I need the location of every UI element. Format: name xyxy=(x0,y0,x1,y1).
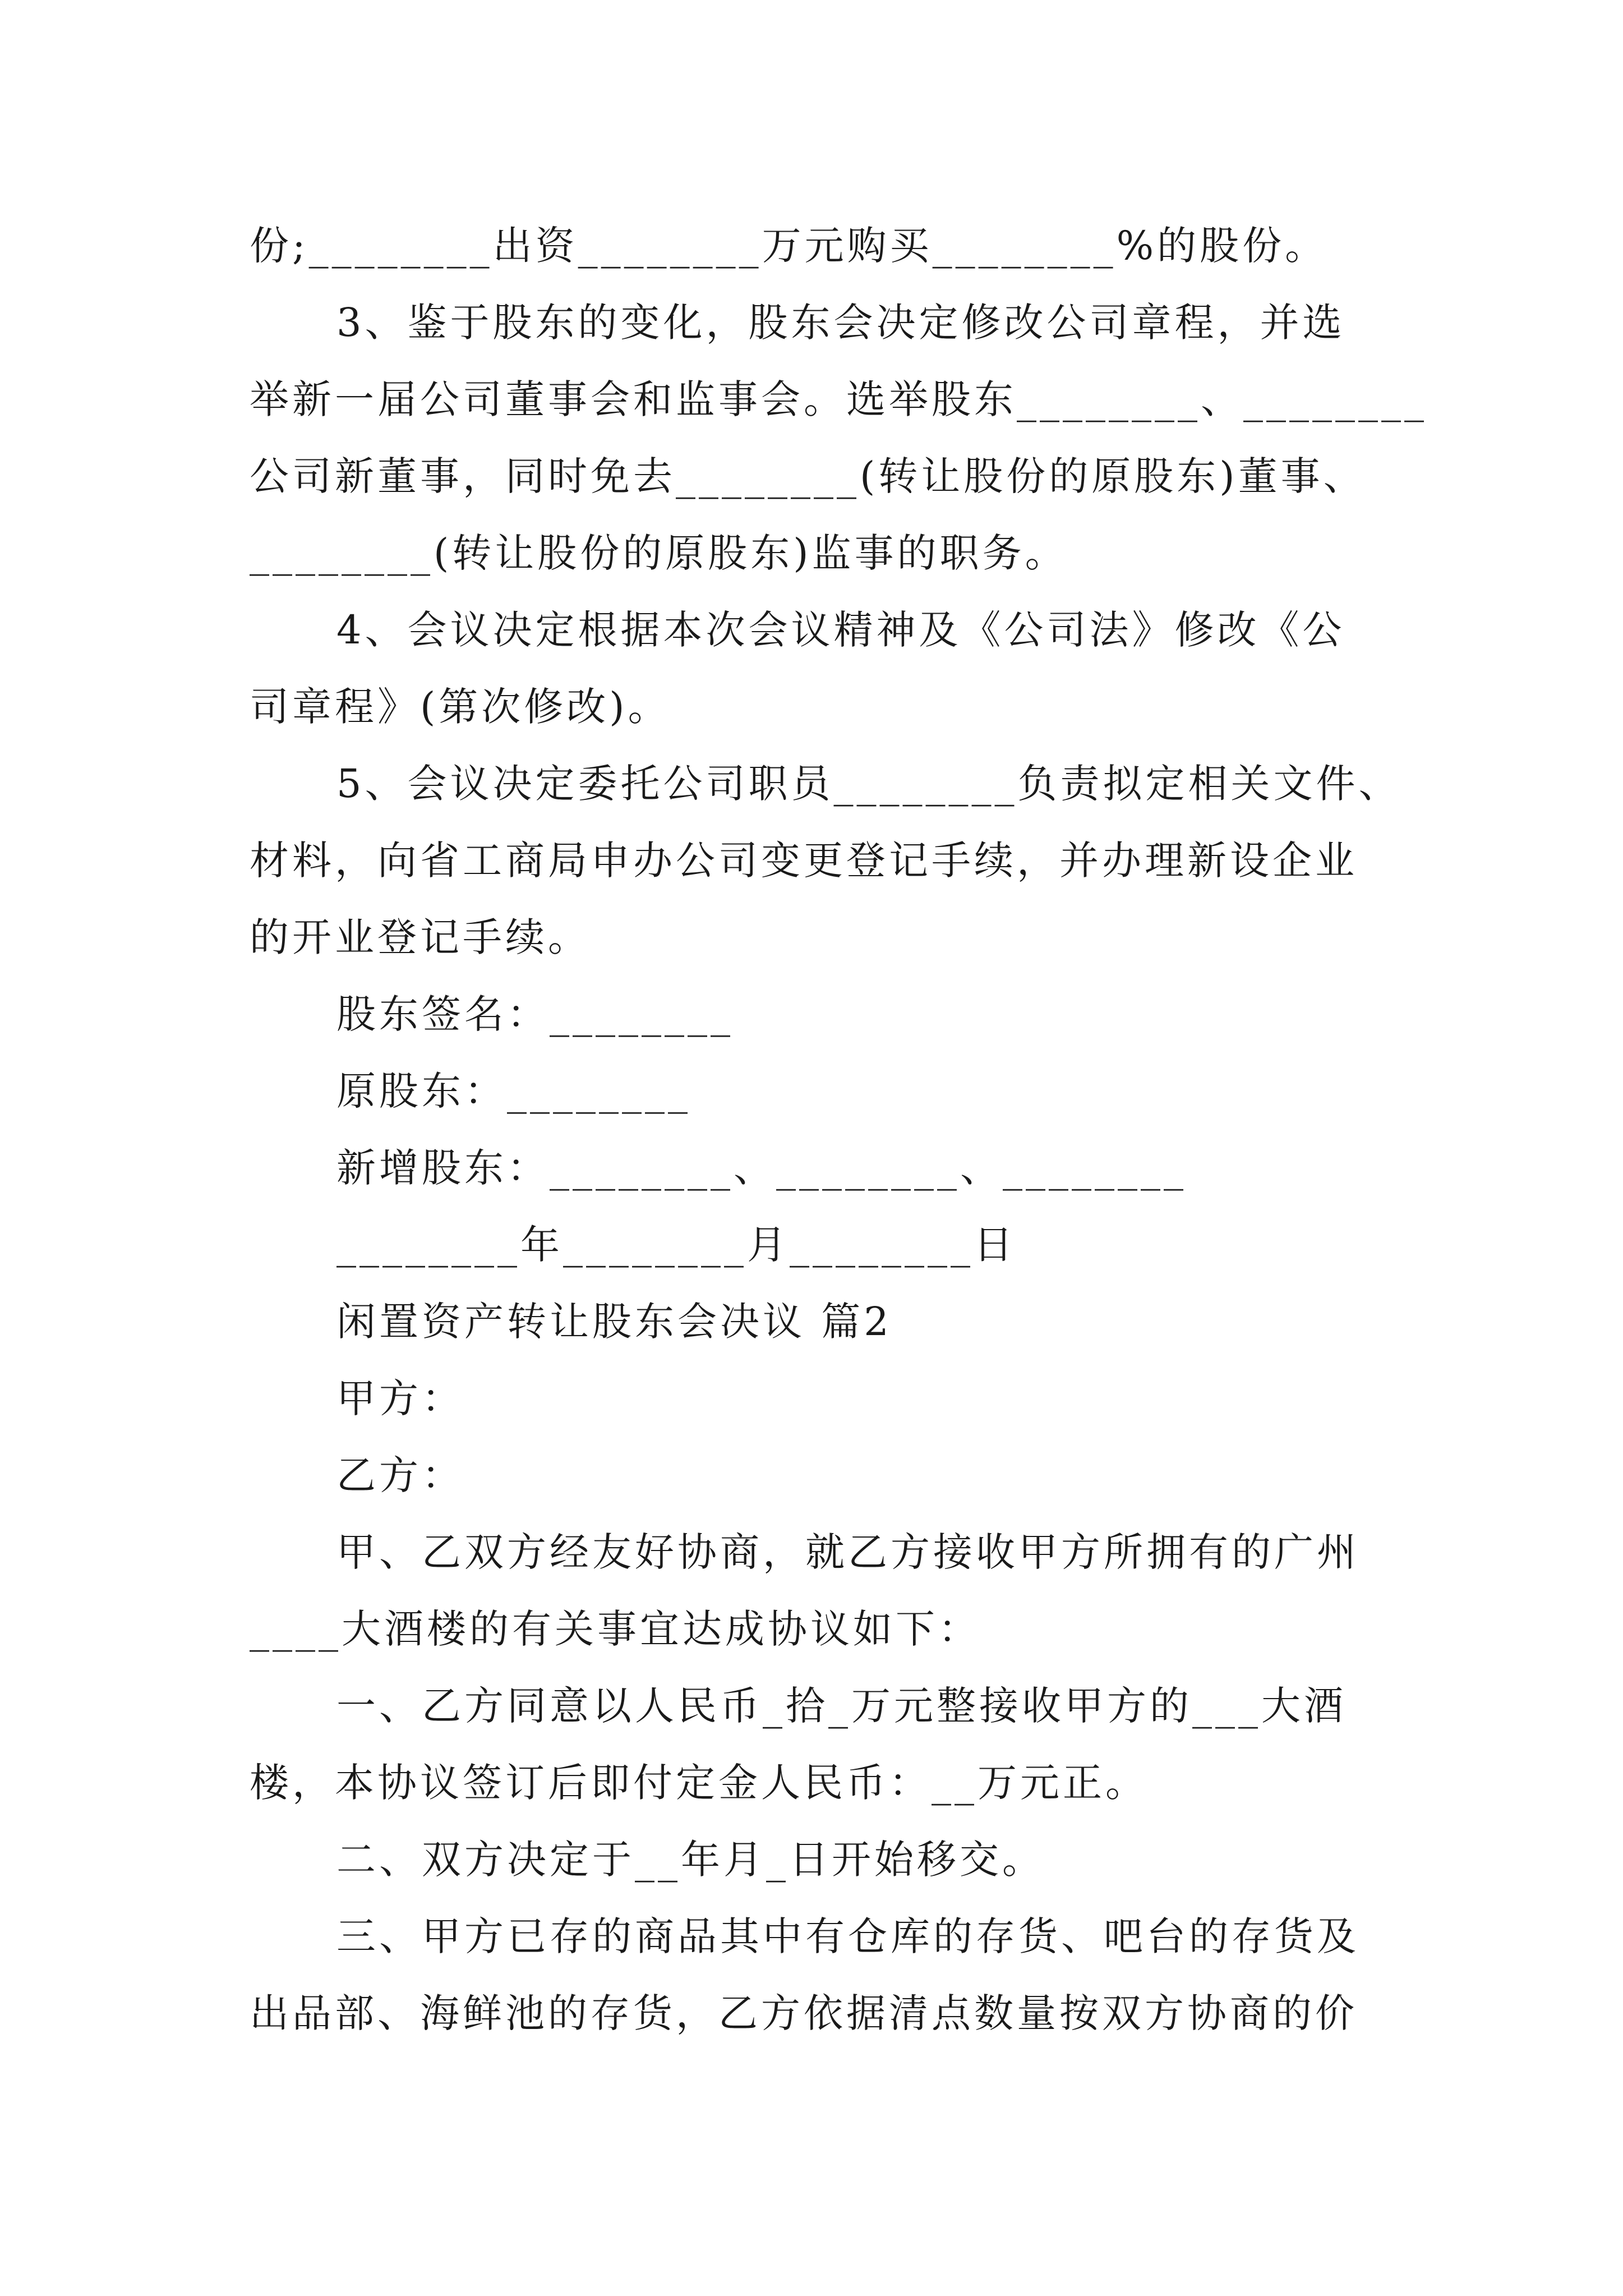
text-line: 份;________出资________万元购买________%的股份。 xyxy=(250,223,1328,269)
party-a-line: 甲方： xyxy=(336,1375,464,1421)
document-body xyxy=(250,208,1427,2052)
text-line: 甲、乙双方经友好协商，就乙方接收甲方所拥有的广州 xyxy=(336,1529,1359,1575)
text-line: 公司新董事，同时免去________(转让股份的原股东)董事、 xyxy=(250,453,1366,499)
text-line: 二、双方决定于__年月_日开始移交。 xyxy=(336,1837,1045,1883)
text-line: 楼，本协议签订后即付定金人民币：__万元正。 xyxy=(250,1760,1148,1806)
date-line: ________年________月________日 xyxy=(336,1222,1016,1268)
signature-line-new-shareholder: 新增股东：________、________、________ xyxy=(336,1145,1187,1191)
text-line: 3、鉴于股东的变化，股东会决定修改公司章程，并选 xyxy=(336,300,1345,346)
text-line: 司章程》(第次修改)。 xyxy=(250,684,671,730)
text-line: 三、甲方已存的商品其中有仓库的存货、吧台的存货及 xyxy=(336,1913,1359,1959)
text-line: ________(转让股份的原股东)监事的职务。 xyxy=(250,530,1068,576)
section-heading: 闲置资产转让股东会决议 篇2 xyxy=(336,1299,892,1345)
text-line: 材料，向省工商局申办公司变更登记手续，并办理新设企业 xyxy=(250,838,1358,884)
text-line: 出品部、海鲜池的存货，乙方依据清点数量按双方协商的价 xyxy=(250,1990,1358,2036)
text-line: 一、乙方同意以人民币_拾_万元整接收甲方的___大酒 xyxy=(336,1683,1347,1729)
party-b-line: 乙方： xyxy=(336,1452,464,1498)
text-line: 4、会议决定根据本次会议精神及《公司法》修改《公 xyxy=(336,607,1345,653)
text-line: 的开业登记手续。 xyxy=(250,914,591,960)
text-line: 举新一届公司董事会和监事会。选举股东________、________ xyxy=(250,376,1427,422)
signature-line-original-shareholder: 原股东：________ xyxy=(336,1068,691,1114)
text-line: 5、会议决定委托公司职员________负责拟定相关文件、 xyxy=(336,761,1401,807)
signature-line-shareholder: 股东签名：________ xyxy=(336,991,734,1037)
text-line: ____大酒楼的有关事宜达成协议如下： xyxy=(250,1606,981,1652)
